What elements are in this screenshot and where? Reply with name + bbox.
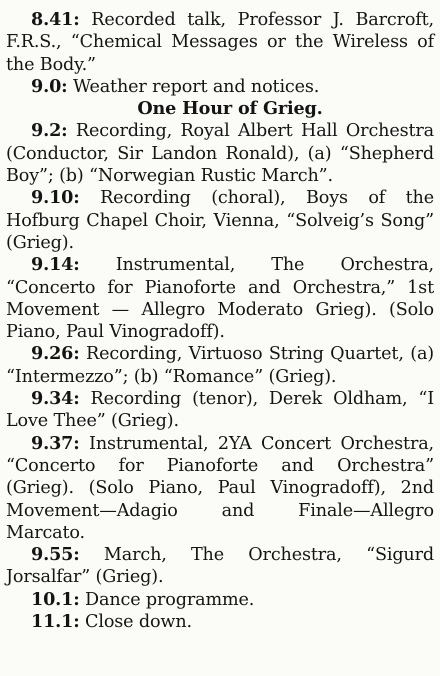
listing-entry <box>6 120 434 187</box>
section-heading: One Hour of Grieg. <box>137 98 323 120</box>
entry-time: 9.37: <box>31 432 80 454</box>
entry-time: 9.0: <box>31 75 68 97</box>
listing-entry <box>6 388 434 433</box>
listing-entry <box>6 9 434 76</box>
listing-entry <box>6 343 434 388</box>
listing-entry <box>6 611 434 633</box>
entry-text: Instrumental, 2YA Concert Orchestra, “Concerto for Pianoforte and Orchestra” (Grieg). (Solo Piano, Paul Vinogradoff), 2nd Movement—Adagio and Finale—Allegro Marcato. <box>6 433 434 543</box>
entry-text: Recording (tenor), Derek Oldham, “I Love Thee” (Grieg). <box>6 389 434 432</box>
entry-time: 9.14: <box>31 254 80 276</box>
listing-entry <box>6 433 434 544</box>
listing-entry <box>6 254 434 343</box>
entry-time: 9.26: <box>31 343 80 365</box>
entry-text: Close down. <box>79 612 192 633</box>
entry-text: Instrumental, The Orchestra, “Concerto for Pianoforte and Orchestra,” 1st Movement — Allegro Moderato Grieg). (Solo Piano, Paul Vinogradoff). <box>6 255 434 343</box>
entry-text: Recorded talk, Professor J. Barcroft, F.R.S., “Chemical Messages or the Wireless of the Body.” <box>6 10 434 75</box>
entry-time: 9.34: <box>31 388 80 410</box>
entry-time: 11.1: <box>31 611 80 633</box>
listing-entry <box>6 544 434 589</box>
entry-time: 9.10: <box>31 187 80 209</box>
listing-entry <box>6 187 434 254</box>
entry-time: 9.55: <box>31 544 80 566</box>
entry-text: March, The Orchestra, “Sigurd Jorsalfar” (Grieg). <box>6 545 434 588</box>
entry-time: 10.1: <box>31 588 80 610</box>
entry-text: Recording, Royal Albert Hall Orchestra (Conductor, Sir Landon Ronald), (a) “Shepherd Boy”; (b) “Norwegian Rustic March”. <box>6 121 434 187</box>
entry-text: Recording, Virtuoso String Quartet, (a) “Intermezzo”; (b) “Romance” (Grieg). <box>6 344 434 387</box>
listing-entry <box>6 76 434 98</box>
entry-time: 9.2: <box>31 120 68 142</box>
listing-entry <box>6 589 434 611</box>
entry-text: Recording (choral), Boys of the Hofburg Chapel Choir, Vienna, “Solveig’s Song” (Grieg). <box>6 188 434 253</box>
entry-time: 8.41: <box>31 9 80 30</box>
entry-text: Weather report and notices. <box>67 76 320 97</box>
entry-text: Dance programme. <box>79 589 255 610</box>
